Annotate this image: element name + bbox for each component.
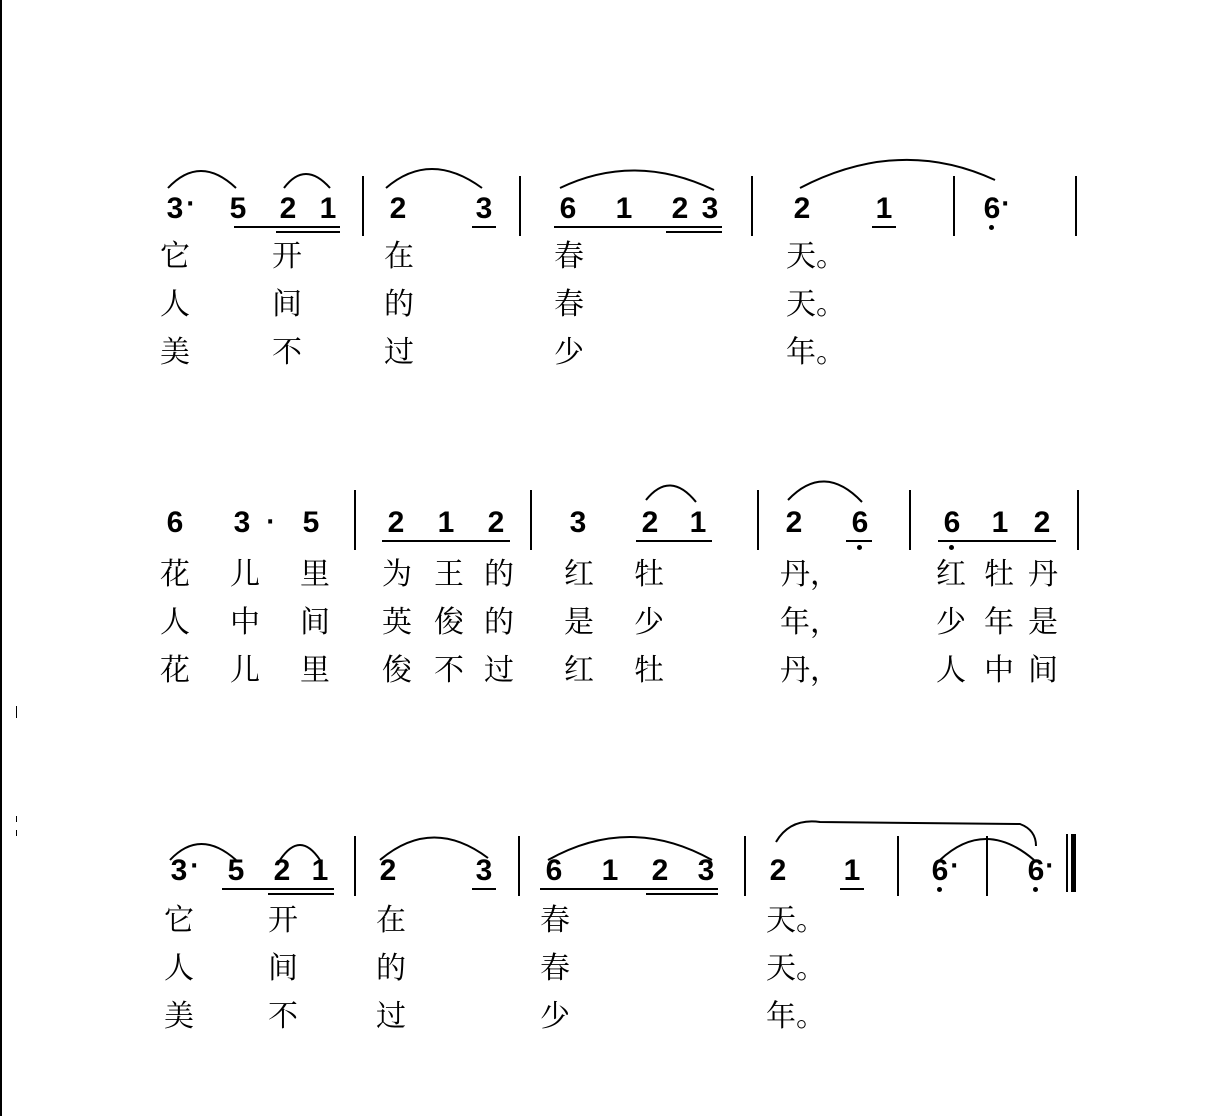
lyric: 红 [564,557,594,592]
low-octave-dot [857,545,862,550]
lyric: 的 [376,951,406,986]
lyric: 它 [164,903,194,938]
augmentation-dot: · [950,854,959,879]
lyric: 开 [268,903,298,938]
note: 3 [697,854,715,887]
lyric: 它 [160,239,190,274]
note: 2 [769,854,787,887]
note: 1 [689,506,707,539]
slur [284,174,330,188]
note: 3 [475,854,493,887]
augmentation-dot: · [186,192,195,217]
lyric: 中 [984,653,1014,688]
lyric: 人 [160,605,190,640]
note: 2 [279,192,297,225]
beam-underline [554,226,722,228]
lyric: 牡 [984,557,1014,592]
note: 6 [1027,854,1045,887]
slur [386,169,482,188]
lyric: 美 [164,999,194,1034]
lyric: 春 [554,239,584,274]
note: 3 [233,506,251,539]
barline [744,836,746,896]
beam-underline [276,231,340,233]
note: 1 [319,192,337,225]
note: 2 [379,854,397,887]
lyric: 丹， [780,557,840,592]
lyric: 英 [382,605,412,640]
note: 2 [641,506,659,539]
lyric: 开 [272,239,302,274]
note: 2 [487,506,505,539]
lyric: 红 [564,653,594,688]
lyric: 的 [484,605,514,640]
augmentation-dot: · [266,510,275,535]
lyric: 里 [300,557,330,592]
lyric: 俊 [382,653,412,688]
note: 3 [475,192,493,225]
beam-underline [636,540,712,542]
barline [354,490,356,550]
lyric: 人 [160,287,190,322]
lyric: 是 [1028,605,1058,640]
lyric: 的 [484,557,514,592]
lyric: 间 [300,605,330,640]
lyric: 春 [540,951,570,986]
barline [897,836,899,896]
lyric: 红 [936,557,966,592]
barline [986,836,988,896]
lyric: 少 [554,335,584,370]
lyric: 儿 [230,557,260,592]
lyric: 是 [564,605,594,640]
beam-underline [382,540,510,542]
note: 1 [615,192,633,225]
slur [788,481,862,502]
lyric: 花 [160,557,190,592]
barline [1077,490,1079,550]
low-octave-dot [937,887,942,892]
note: 6 [559,192,577,225]
note: 2 [651,854,669,887]
lyric: 不 [434,653,464,688]
note: 5 [229,192,247,225]
lyric: 儿 [230,653,260,688]
lyric: 间 [268,951,298,986]
beam-underline [540,888,718,890]
lyric: 天。 [786,287,846,322]
augmentation-dot: · [190,854,199,879]
note: 6 [545,854,563,887]
lyric: 过 [384,335,414,370]
barline [354,836,356,896]
beam-underline [872,226,896,228]
note: 6 [851,506,869,539]
note: 2 [389,192,407,225]
note: 1 [875,192,893,225]
barline [953,176,955,236]
lyric: 在 [384,239,414,274]
lyric: 不 [272,335,302,370]
note: 2 [671,192,689,225]
lyric: 花 [160,653,190,688]
beam-underline [666,231,722,233]
note: 6 [931,854,949,887]
barline [519,176,521,236]
low-octave-dot [1033,887,1038,892]
note: 1 [601,854,619,887]
beam-underline [268,893,334,895]
slur [800,160,995,188]
lyric: 中 [230,605,260,640]
final-barline-thick [1071,834,1076,892]
note: 3 [701,192,719,225]
lyric: 牡 [634,557,664,592]
lyric: 的 [384,287,414,322]
lyric: 天。 [766,951,826,986]
beam-underline [222,888,334,890]
beam-underline [846,540,872,542]
note: 1 [991,506,1009,539]
lyric: 间 [1028,653,1058,688]
lyric: 丹 [1028,557,1058,592]
barline [757,490,759,550]
note: 2 [785,506,803,539]
lyric: 在 [376,903,406,938]
beam-underline [472,226,496,228]
lyric: 不 [268,999,298,1034]
lyric: 间 [272,287,302,322]
note: 5 [227,854,245,887]
lyric: 牡 [634,653,664,688]
lyric: 少 [634,605,664,640]
barline [909,490,911,550]
barline [518,836,520,896]
lyric: 里 [300,653,330,688]
lyric: 年 [984,605,1014,640]
note: 6 [983,192,1001,225]
note: 1 [311,854,329,887]
slur [168,171,236,188]
note: 2 [387,506,405,539]
lyric: 过 [484,653,514,688]
final-barline-thin [1066,834,1068,892]
lyric: 年。 [766,999,826,1034]
lyric: 人 [164,951,194,986]
lyric: 少 [936,605,966,640]
note: 2 [1033,506,1051,539]
lyric: 王 [434,557,464,592]
lyric: 人 [936,653,966,688]
augmentation-dot: · [1045,854,1054,879]
note: 6 [943,506,961,539]
beam-underline [840,888,864,890]
lyric: 年。 [786,335,846,370]
beam-underline [472,888,496,890]
lyric: 春 [540,903,570,938]
slur [548,837,712,860]
lyric: 过 [376,999,406,1034]
barline [751,176,753,236]
note: 1 [843,854,861,887]
note: 6 [166,506,184,539]
lyric: 天。 [786,239,846,274]
note: 3 [569,506,587,539]
tie [776,821,1036,846]
note: 2 [273,854,291,887]
note: 5 [302,506,320,539]
low-octave-dot [989,225,994,230]
lyric: 俊 [434,605,464,640]
slur [560,170,714,190]
barline [1075,176,1077,236]
lyric: 天。 [766,903,826,938]
note: 1 [437,506,455,539]
low-octave-dot [949,545,954,550]
slur [646,485,696,502]
note: 2 [793,192,811,225]
beam-underline [938,540,1056,542]
lyric: 丹， [780,653,840,688]
lyric: 年， [780,605,840,640]
note: 3 [170,854,188,887]
lyric: 春 [554,287,584,322]
beam-underline [234,226,340,228]
note: 3 [166,192,184,225]
barline [362,176,364,236]
augmentation-dot: · [1001,192,1010,217]
lyric: 少 [540,999,570,1034]
lyric: 为 [382,557,412,592]
lyric: 美 [160,335,190,370]
beam-underline [646,893,718,895]
barline [530,490,532,550]
